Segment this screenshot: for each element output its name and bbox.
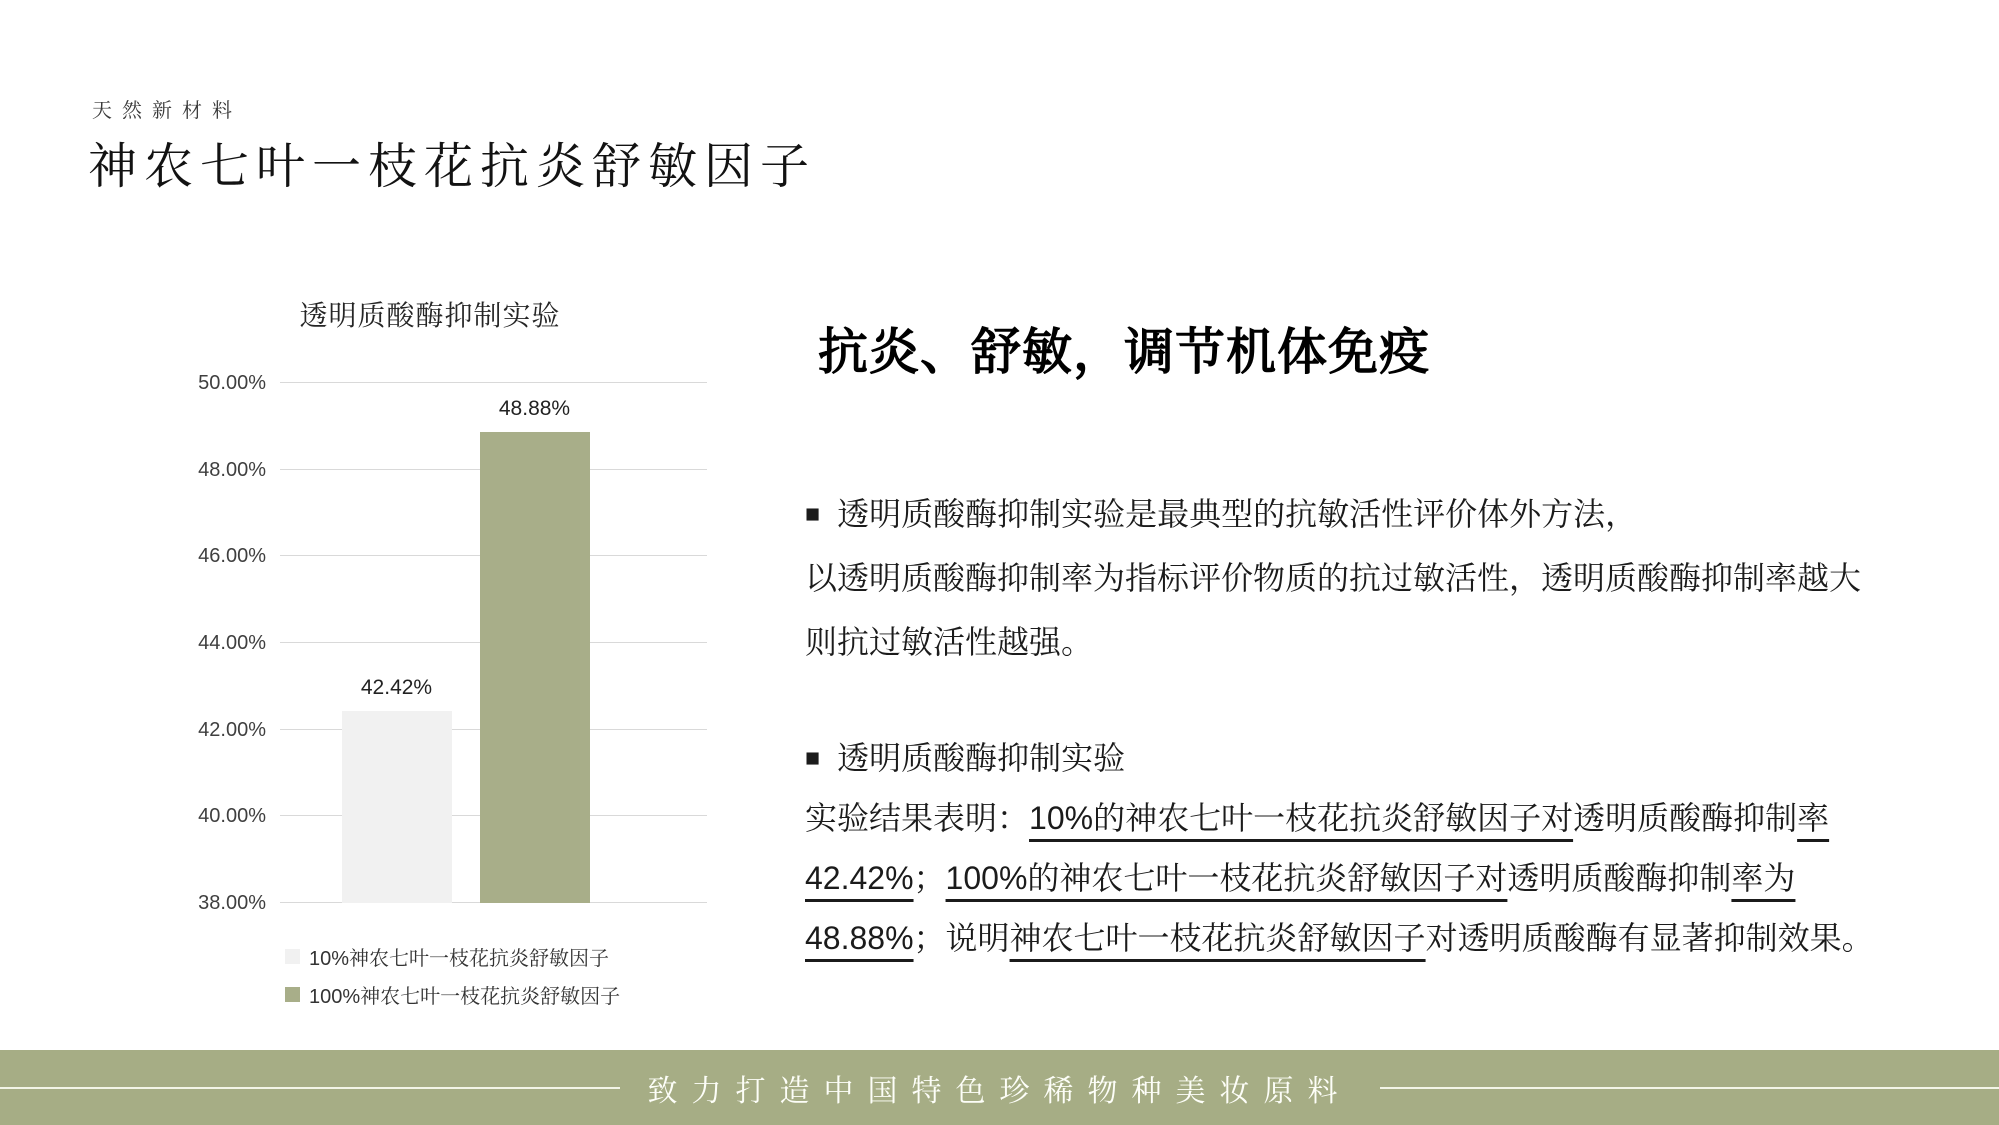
text-run: 透明质酸酶抑制实验是最典型的抗敏活性评价体外方法， xyxy=(837,496,1638,532)
footer-divider-right xyxy=(1380,1087,1999,1089)
bar-chart xyxy=(130,296,730,1013)
bar-wrap xyxy=(342,383,452,903)
footer-slogan: 致力打造中国特色珍稀物种美妆原料 xyxy=(647,1074,1352,1108)
bar-wrap xyxy=(480,383,590,903)
underlined-text-run: 42.42% xyxy=(805,860,914,896)
text-line xyxy=(805,610,1975,674)
chart-legend xyxy=(285,937,730,1013)
bullet-square: ■ xyxy=(805,500,821,528)
underlined-text-run: 率 xyxy=(1797,800,1830,836)
text-run: 实验结果表明： xyxy=(805,800,1030,836)
text-run: 以透明质酸酶抑制率为指标评价物质的抗过敏活性，透明质酸酶抑制率越大 xyxy=(805,560,1862,596)
bar xyxy=(342,711,452,903)
eyebrow-label: 天然新材料 xyxy=(92,100,242,122)
text-run: ； xyxy=(913,860,946,896)
plot-area xyxy=(198,372,707,914)
text-line xyxy=(805,788,1975,848)
text-line xyxy=(805,546,1975,610)
bar-value-label: 48.88% xyxy=(498,396,571,420)
footer-banner xyxy=(0,1050,1999,1125)
paragraph-method xyxy=(805,482,1975,674)
legend-swatch xyxy=(285,987,300,1002)
y-axis-tick-label: 48.00% xyxy=(198,458,266,481)
underlined-text-run: 神农七叶一枝花抗炎舒敏因子 xyxy=(1009,920,1426,956)
y-axis-tick-label: 42.00% xyxy=(198,718,266,741)
underlined-text-run: 100%的神农七叶一枝花抗炎舒敏因子对 xyxy=(945,860,1508,896)
legend-swatch xyxy=(285,949,300,964)
bar-value-label: 42.42% xyxy=(360,676,433,700)
paragraph-results xyxy=(805,728,1975,968)
legend-label: 100%神农七叶一枝花抗炎舒敏因子 xyxy=(309,985,621,1008)
y-axis-tick-label: 38.00% xyxy=(198,892,266,914)
underlined-text-run: 10%的神农七叶一枝花抗炎舒敏因子对 xyxy=(1029,800,1574,836)
y-axis-tick-label: 50.00% xyxy=(198,372,266,394)
y-axis-tick-label: 44.00% xyxy=(198,632,266,654)
y-axis-tick-label: 46.00% xyxy=(198,545,266,568)
text-run: 对透明质酸酶有显著抑制效果。 xyxy=(1425,920,1874,956)
bullet-square: ■ xyxy=(805,744,821,772)
y-axis-tick-label: 40.00% xyxy=(198,805,266,828)
text-run: 透明质酸酶抑制 xyxy=(1507,860,1732,896)
text-run: 则抗过敏活性越强。 xyxy=(805,624,1094,660)
underlined-text-run: 率为 xyxy=(1731,860,1796,896)
section-heading: 抗炎、舒敏，调节机体免疫 xyxy=(818,324,1430,380)
text-run: 透明质酸酶抑制实验 xyxy=(837,740,1126,776)
text-line xyxy=(805,908,1975,968)
footer-divider-left xyxy=(0,1087,620,1089)
bar-group xyxy=(280,383,707,903)
text-line xyxy=(805,848,1975,908)
text-run: ；说明 xyxy=(913,920,1010,956)
text-line xyxy=(805,728,1975,788)
page-title: 神农七叶一枝花抗炎舒敏因子 xyxy=(88,139,817,194)
legend-item xyxy=(285,937,730,975)
chart-title: 透明质酸酶抑制实验 xyxy=(299,300,561,331)
text-run: 透明质酸酶抑制 xyxy=(1573,800,1798,836)
legend-item xyxy=(285,975,730,1013)
legend-label: 10%神农七叶一枝花抗炎舒敏因子 xyxy=(309,947,610,970)
underlined-text-run: 48.88% xyxy=(805,920,914,956)
bar xyxy=(480,432,590,903)
text-line xyxy=(805,482,1975,546)
